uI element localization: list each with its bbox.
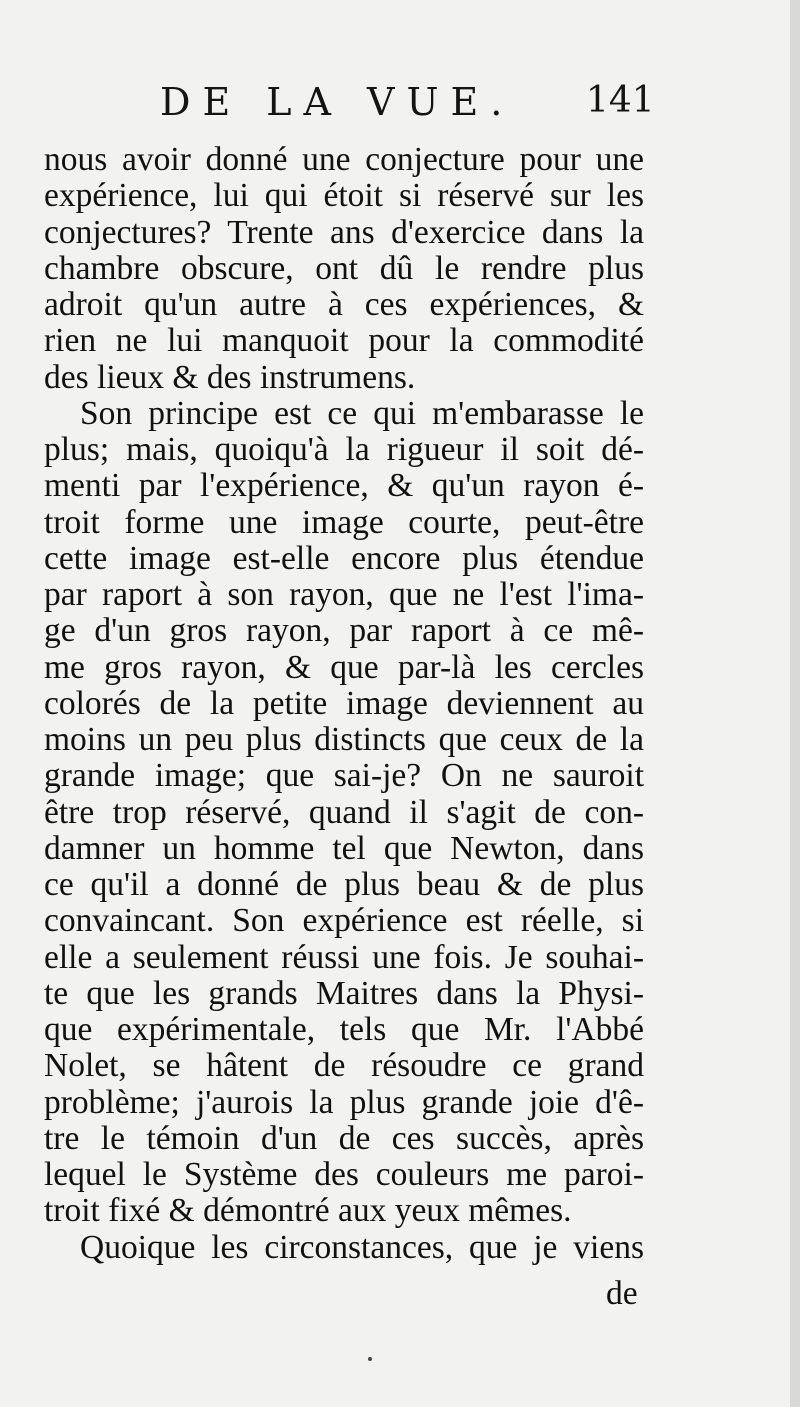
catchword: de bbox=[606, 1275, 638, 1312]
text-line: des lieux & des instrumens. bbox=[44, 358, 416, 396]
text-line: être trop réservé, quand il s'agit de con- bbox=[44, 793, 644, 831]
text-line: moins un peu plus distincts que ceux de la bbox=[44, 721, 644, 758]
text-line: troit forme une image courte, peut-être bbox=[44, 503, 644, 541]
text-line: nous avoir donné une conjecture pour une bbox=[44, 141, 644, 178]
text-line: plus; mais, quoiqu'à la rigueur il soit dé- bbox=[44, 431, 644, 468]
text-line: Quoique les circonstances, que je viens bbox=[80, 1228, 644, 1266]
text-line: rien ne lui manquoit pour la commodité bbox=[44, 322, 644, 360]
text-line: grande image; que sai-je? On ne sauroit bbox=[44, 757, 644, 795]
text-line: ce qu'il a donné de plus beau & de plus bbox=[44, 866, 644, 903]
text-line: ge d'un gros rayon, par raport à ce mê- bbox=[44, 612, 644, 650]
text-line: te que les grands Maitres dans la Physi- bbox=[44, 974, 644, 1012]
text-line: lequel le Système des couleurs me paroi- bbox=[44, 1156, 644, 1193]
text-line: tre le témoin d'un de ces succès, après bbox=[44, 1119, 644, 1157]
text-line: menti par l'expérience, & qu'un rayon é- bbox=[44, 467, 644, 505]
text-line: elle a seulement réussi une fois. Je souhai- bbox=[44, 938, 644, 976]
running-title: DE LA VUE. bbox=[160, 80, 515, 124]
text-line: expérience, lui qui étoit si réservé sur les bbox=[44, 177, 644, 215]
text-line: par raport à son rayon, que ne l'est l'ima- bbox=[44, 576, 644, 613]
text-line: problème; j'aurois la plus grande joie d'ê- bbox=[44, 1083, 644, 1121]
text-line: cette image est-elle encore plus étendue bbox=[44, 539, 644, 577]
text-line: damner un homme tel que Newton, dans bbox=[44, 829, 644, 867]
body-text bbox=[44, 142, 644, 1266]
text-line: chambre obscure, ont dû le rendre plus bbox=[44, 249, 644, 287]
text-line: conjectures? Trente ans d'exercice dans la bbox=[44, 213, 644, 251]
text-line: convaincant. Son expérience est réelle, si bbox=[44, 902, 644, 940]
text-line: me gros rayon, & que par-là les cercles bbox=[44, 648, 644, 686]
page-number: 141 bbox=[586, 80, 655, 121]
text-line: Nolet, se hâtent de résoudre ce grand bbox=[44, 1047, 644, 1085]
text-line: colorés de la petite image deviennent au bbox=[44, 684, 644, 722]
text-line: que expérimentale, tels que Mr. l'Abbé bbox=[44, 1011, 644, 1048]
text-line: Son principe est ce qui m'embarasse le bbox=[80, 394, 644, 432]
text-line: troit fixé & démontré aux yeux mêmes. bbox=[44, 1192, 572, 1230]
ink-speck bbox=[368, 1357, 372, 1361]
text-line: adroit qu'un autre à ces expériences, & bbox=[44, 286, 644, 323]
